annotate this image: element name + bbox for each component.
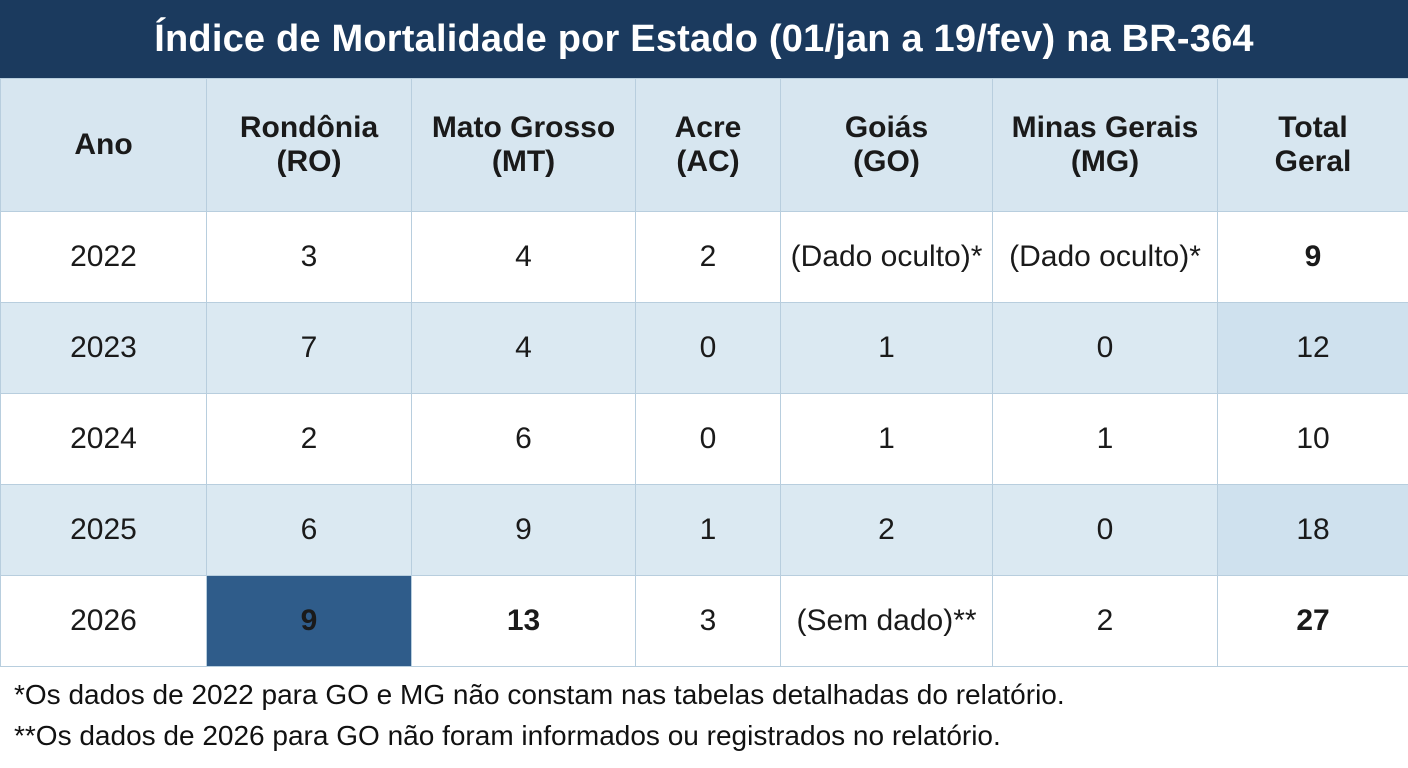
cell-ano: 2022 <box>1 212 207 303</box>
table-row <box>1 576 1408 667</box>
column-header-minas-gerais-line1: Minas Gerais <box>1011 110 1199 144</box>
column-header-total-line2: Geral <box>1274 145 1352 178</box>
footnotes <box>0 667 1408 756</box>
cell-total: 18 <box>1218 485 1408 576</box>
page-title: Índice de Mortalidade por Estado (01/jan a 19/fev) na BR-364 <box>0 0 1408 78</box>
footnote-1: *Os dados de 2022 para GO e MG não constam nas tabelas detalhadas do relatório. <box>14 679 1065 710</box>
cell-go: 1 <box>781 394 993 485</box>
cell-total: 27 <box>1218 576 1408 667</box>
table-header-row <box>1 79 1408 212</box>
cell-total: 10 <box>1218 394 1408 485</box>
column-header-total <box>1218 79 1408 212</box>
cell-mt: 4 <box>412 212 636 303</box>
column-header-rondonia-line2: (RO) <box>276 145 342 178</box>
footnote-2: **Os dados de 2026 para GO não foram informados ou registrados no relatório. <box>14 719 1001 751</box>
cell-go: (Sem dado)** <box>781 576 993 667</box>
table-row <box>1 485 1408 576</box>
column-header-ano <box>1 79 207 212</box>
table-row <box>1 394 1408 485</box>
column-header-goias-line1: Goiás <box>844 110 929 144</box>
column-header-acre-line1: Acre <box>674 110 742 144</box>
cell-total: 9 <box>1218 212 1408 303</box>
cell-mg: (Dado oculto)* <box>993 212 1218 303</box>
cell-ac: 3 <box>636 576 781 667</box>
cell-ro: 7 <box>207 303 412 394</box>
cell-ac: 0 <box>636 303 781 394</box>
cell-ro: 3 <box>207 212 412 303</box>
column-header-goias <box>781 79 993 212</box>
cell-mg: 0 <box>993 485 1218 576</box>
column-header-minas-gerais <box>993 79 1218 212</box>
cell-mg: 0 <box>993 303 1218 394</box>
column-header-ano-line1: Ano <box>74 127 133 161</box>
cell-mt: 9 <box>412 485 636 576</box>
column-header-acre <box>636 79 781 212</box>
cell-ro: 6 <box>207 485 412 576</box>
column-header-mato-grosso-line2: (MT) <box>491 145 556 178</box>
cell-ano: 2024 <box>1 394 207 485</box>
column-header-goias-line2: (GO) <box>853 145 920 178</box>
table-row <box>1 212 1408 303</box>
cell-total: 12 <box>1218 303 1408 394</box>
column-header-total-line1: Total <box>1278 110 1348 144</box>
column-header-acre-line2: (AC) <box>676 145 740 178</box>
cell-ro-highlighted: 9 <box>207 576 412 667</box>
cell-ac: 2 <box>636 212 781 303</box>
cell-go: (Dado oculto)* <box>781 212 993 303</box>
cell-mt: 13 <box>412 576 636 667</box>
column-header-rondonia-line1: Rondônia <box>239 110 379 144</box>
column-header-mato-grosso <box>412 79 636 212</box>
mortality-table <box>0 78 1408 667</box>
cell-go: 2 <box>781 485 993 576</box>
cell-ac: 1 <box>636 485 781 576</box>
cell-mt: 4 <box>412 303 636 394</box>
cell-mg: 1 <box>993 394 1218 485</box>
cell-ano: 2023 <box>1 303 207 394</box>
cell-mt: 6 <box>412 394 636 485</box>
column-header-minas-gerais-line2: (MG) <box>1070 145 1140 178</box>
cell-go: 1 <box>781 303 993 394</box>
column-header-rondonia <box>207 79 412 212</box>
cell-ac: 0 <box>636 394 781 485</box>
table-row <box>1 303 1408 394</box>
cell-ano: 2026 <box>1 576 207 667</box>
column-header-mato-grosso-line1: Mato Grosso <box>431 110 616 144</box>
cell-mg: 2 <box>993 576 1218 667</box>
cell-ro: 2 <box>207 394 412 485</box>
cell-ano: 2025 <box>1 485 207 576</box>
